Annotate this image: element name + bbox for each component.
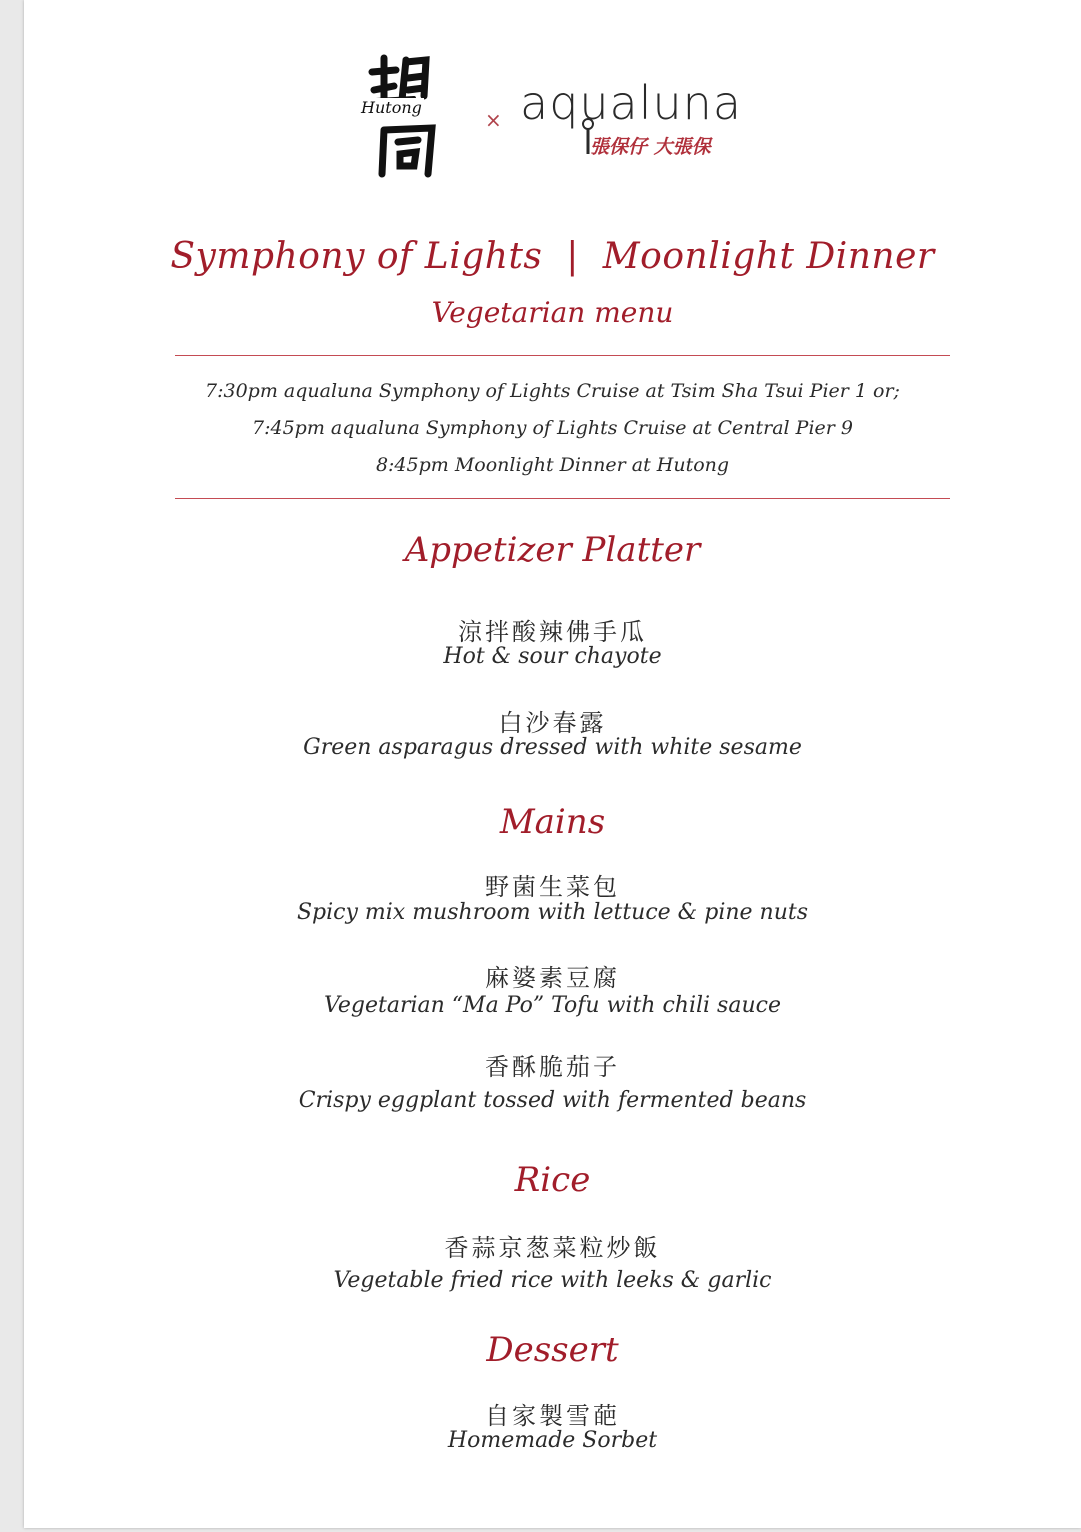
menu-title: Symphony of Lights | Moonlight Dinner [170, 236, 935, 277]
dish-name-english: Spicy mix mushroom with lettuce & pine nuts [296, 900, 809, 925]
dish-name-chinese: 自家製雪葩 [485, 1402, 620, 1430]
dish-name-chinese: 香蒜京葱菜粒炒飯 [444, 1234, 661, 1262]
dish-name-english: Vegetarian “Ma Po” Tofu with chili sauce [324, 993, 781, 1018]
aqualuna-chinese-name: 張保仔 大張保 [590, 136, 711, 158]
section-title-appetizer: Appetizer Platter [404, 530, 701, 570]
schedule-line: 7:30pm aqualuna Symphony of Lights Cruise at Tsim Sha Tsui Pier 1 or; [205, 380, 900, 402]
dish-name-english: Green asparagus dressed with white sesame [303, 735, 802, 760]
collab-times-icon: × [485, 108, 502, 132]
section-title-dessert: Dessert [486, 1330, 619, 1370]
dish-name-chinese: 白沙春露 [498, 709, 607, 737]
schedule-line: 8:45pm Moonlight Dinner at Hutong [375, 454, 730, 476]
section-title-rice: Rice [514, 1160, 591, 1200]
schedule-line: 7:45pm aqualuna Symphony of Lights Cruise at Central Pier 9 [252, 417, 853, 439]
dish-name-chinese: 野菌生菜包 [485, 873, 620, 901]
menu-page [24, 0, 1081, 1528]
dish-name-english: Vegetable fried rice with leeks & garlic [333, 1268, 772, 1293]
dish-name-chinese: 涼拌酸辣佛手瓜 [458, 618, 647, 646]
dish-name-english: Homemade Sorbet [447, 1428, 658, 1453]
divider-bottom [175, 498, 950, 499]
dish-name-english: Hot & sour chayote [443, 644, 662, 669]
hutong-wordmark: Hutong [361, 98, 422, 117]
section-title-mains: Mains [499, 802, 606, 842]
dish-name-chinese: 香酥脆茄子 [485, 1053, 620, 1081]
dish-name-chinese: 麻婆素豆腐 [485, 964, 620, 992]
menu-subtitle: Vegetarian menu [431, 296, 674, 329]
divider-top [175, 355, 950, 356]
dish-name-english: Crispy eggplant tossed with fermented beans [298, 1088, 807, 1113]
aqualuna-wordmark: aqualuna [520, 76, 743, 130]
